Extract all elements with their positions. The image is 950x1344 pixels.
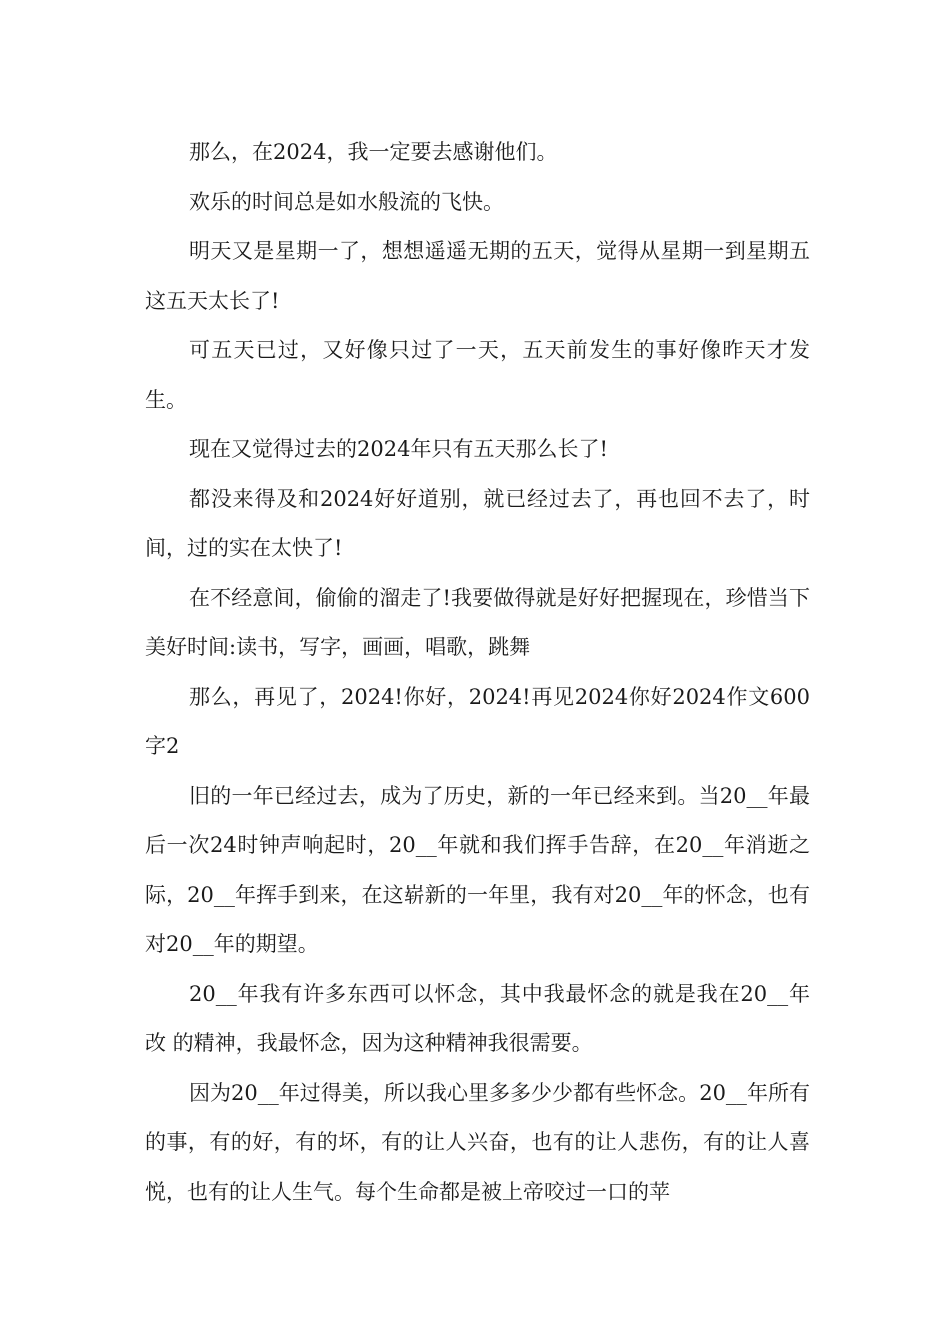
document-body (145, 128, 810, 1217)
paragraph: 因为20__年过得美，所以我心里多多少少都有些怀念。20__年所有的事，有的好，有的坏，有的让人兴奋，也有的让人悲伤，有的让人喜悦，也有的让人生气。每个生命都是被上帝咬过一口的苹 (145, 1080, 810, 1204)
paragraph: 旧的一年已经过去，成为了历史，新的一年已经来到。当20__年最后一次24时钟声响起时，20__年就和我们挥手告辞，在20__年消逝之际，20__年挥手到来，在这崭新的一年里，我有对20__年的怀念，也有对20__年的期望。 (145, 783, 810, 956)
paragraph: 明天又是星期一了，想想遥遥无期的五天，觉得从星期一到星期五这五天太长了! (145, 239, 810, 313)
paragraph: 20__年我有许多东西可以怀念，其中我最怀念的就是我在20__年 改 的精神，我最怀念，因为这种精神我很需要。 (145, 981, 810, 1055)
paragraph: 在不经意间，偷偷的溜走了!我要做得就是好好把握现在，珍惜当下美好时间:读书，写字，画画，唱歌，跳舞 (145, 585, 810, 659)
paragraph: 欢乐的时间总是如水般流的飞快。 (189, 189, 504, 214)
paragraph: 都没来得及和2024好好道别，就已经过去了，再也回不去了，时间，过的实在太快了! (145, 486, 810, 560)
paragraph: 那么，在2024，我一定要去感谢他们。 (189, 140, 558, 164)
paragraph: 现在又觉得过去的2024年只有五天那么长了! (189, 437, 608, 461)
paragraph: 那么，再见了，2024!你好，2024!再见2024你好2024作文600字2 (145, 684, 810, 758)
paragraph: 可五天已过，又好像只过了一天，五天前发生的事好像昨天才发生。 (145, 338, 810, 412)
